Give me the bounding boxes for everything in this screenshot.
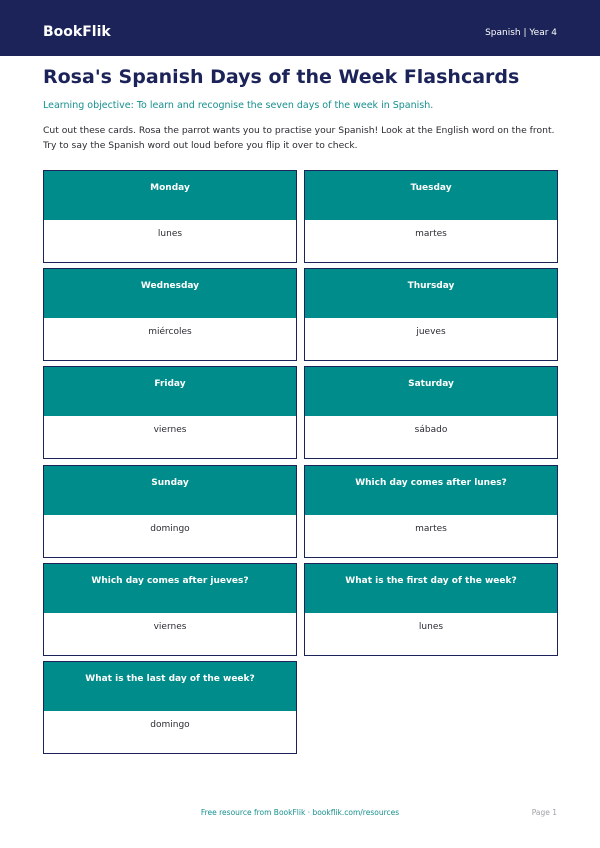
flashcard bbox=[304, 563, 558, 656]
card-front: Monday bbox=[44, 171, 296, 220]
card-front: Which day comes after jueves? bbox=[44, 564, 296, 613]
card-back: domingo bbox=[150, 524, 190, 534]
card-front: Which day comes after lunes? bbox=[305, 466, 557, 515]
card-front: What is the last day of the week? bbox=[44, 662, 296, 711]
page-number: Page 1 bbox=[531, 808, 557, 817]
flashcard bbox=[304, 170, 558, 263]
intro-text: Cut out these cards. Rosa the parrot wants you to practise your Spanish! Look at the English word on the front. Try to say the Spanish word out loud before you flip it over to check. bbox=[43, 125, 555, 151]
card-back: lunes bbox=[157, 229, 183, 239]
card-back: sábado bbox=[414, 425, 448, 435]
card-back: martes bbox=[415, 229, 447, 239]
card-front: Tuesday bbox=[305, 171, 557, 220]
subject-label: Spanish | Year 4 bbox=[485, 28, 557, 38]
flashcard bbox=[43, 170, 297, 263]
footer-credit: Free resource from BookFlik · bookflik.com/resources bbox=[200, 808, 400, 817]
learning-objective: Learning objective: To learn and recognise the seven days of the week in Spanish. bbox=[43, 100, 434, 111]
flashcard bbox=[43, 465, 297, 558]
card-back: viernes bbox=[153, 622, 187, 632]
flashcard bbox=[43, 563, 297, 656]
card-back: lunes bbox=[418, 622, 444, 632]
card-front: Thursday bbox=[305, 269, 557, 318]
card-front: Friday bbox=[44, 367, 296, 416]
flashcard bbox=[43, 366, 297, 459]
flashcard bbox=[43, 268, 297, 361]
card-back: jueves bbox=[416, 327, 446, 337]
brand-logo: BookFlik bbox=[43, 24, 111, 40]
flashcard bbox=[304, 465, 558, 558]
flashcard bbox=[304, 268, 558, 361]
card-front: What is the first day of the week? bbox=[305, 564, 557, 613]
card-back: domingo bbox=[150, 720, 190, 730]
card-back: viernes bbox=[153, 425, 187, 435]
card-front: Saturday bbox=[305, 367, 557, 416]
flashcard bbox=[43, 661, 297, 754]
card-front: Wednesday bbox=[44, 269, 296, 318]
flashcard bbox=[304, 366, 558, 459]
card-back: miércoles bbox=[148, 327, 192, 337]
card-front: Sunday bbox=[44, 466, 296, 515]
card-back: martes bbox=[415, 524, 447, 534]
page-title: Rosa's Spanish Days of the Week Flashcards bbox=[43, 66, 520, 88]
page-header bbox=[0, 0, 600, 56]
